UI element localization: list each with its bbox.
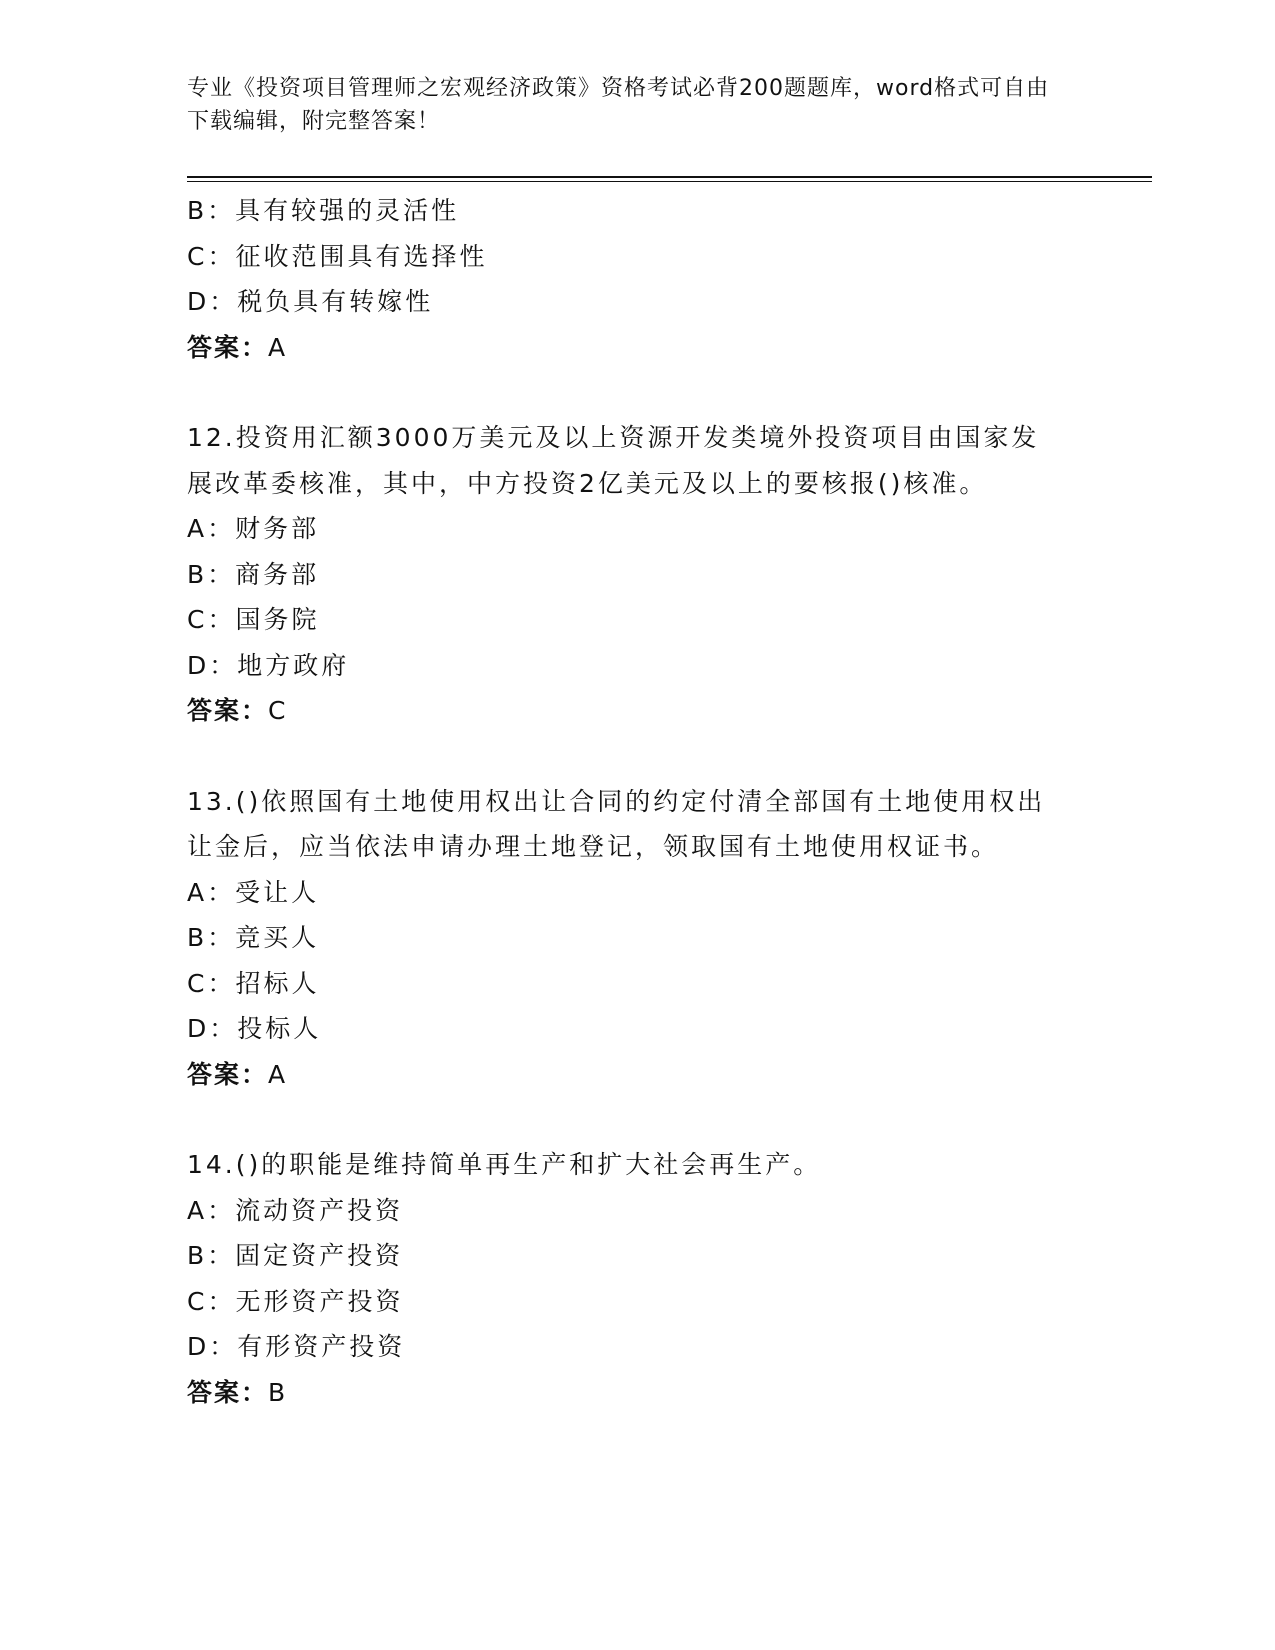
- answer-label: 答案：: [187, 332, 269, 362]
- spacer: [187, 370, 1087, 415]
- option-b: B：固定资产投资: [187, 1241, 404, 1270]
- question-text: 13.()依照国有土地使用权出让合同的约定付清全部国有土地使用权出让金后，应当依法申请办理土地登记，领取国有土地使用权证书。: [187, 786, 1046, 861]
- option-d: D：有形资产投资: [187, 1332, 406, 1361]
- answer-line: [187, 1370, 1087, 1416]
- option-c: C：无形资产投资: [187, 1286, 404, 1316]
- option-d: D：地方政府: [187, 650, 350, 680]
- header-divider-thick: [187, 176, 1152, 178]
- option-d: D：投标人: [187, 1014, 322, 1043]
- option-b: B：竞买人: [187, 923, 320, 952]
- option-a: A：财务部: [187, 514, 320, 543]
- spacer: [187, 1097, 1087, 1142]
- question-block-12: [187, 415, 1087, 734]
- document-header: 专业《投资项目管理师之宏观经济政策》资格考试必背200题题库，word格式可自由下载编辑，附完整答案！: [187, 76, 1050, 134]
- option-d: D：税负具有转嫁性: [187, 287, 434, 316]
- question-block-11: [187, 188, 1087, 370]
- answer-label: 答案：: [187, 1059, 269, 1089]
- header-divider-thin: [187, 181, 1152, 182]
- answer-label: 答案：: [187, 696, 269, 725]
- spacer: [187, 734, 1087, 779]
- answer-value: A: [268, 1059, 288, 1089]
- option-b: B：具有较强的灵活性: [187, 196, 460, 225]
- answer-value: B: [268, 1377, 288, 1407]
- option-b: B：商务部: [187, 559, 320, 589]
- question-text: 12.投资用汇额3000万美元及以上资源开发类境外投资项目由国家发展改革委核准，其中，中方投资2亿美元及以上的要核报()核准。: [187, 423, 1040, 498]
- question-block-13: [187, 779, 1087, 1098]
- question-text: 14.()的职能是维持简单再生产和扩大社会再生产。: [187, 1150, 822, 1179]
- option-c: C：国务院: [187, 605, 320, 634]
- question-list: [187, 188, 1087, 1415]
- answer-line: [187, 688, 1087, 734]
- option-a: A：受让人: [187, 877, 320, 907]
- option-c: C：征收范围具有选择性: [187, 241, 488, 271]
- option-c: C：招标人: [187, 968, 320, 998]
- answer-value: A: [268, 332, 288, 362]
- question-block-14: [187, 1142, 1087, 1415]
- answer-value: C: [268, 696, 288, 725]
- answer-line: [187, 325, 1087, 371]
- answer-line: [187, 1052, 1087, 1098]
- answer-label: 答案：: [187, 1377, 269, 1407]
- option-a: A：流动资产投资: [187, 1195, 404, 1225]
